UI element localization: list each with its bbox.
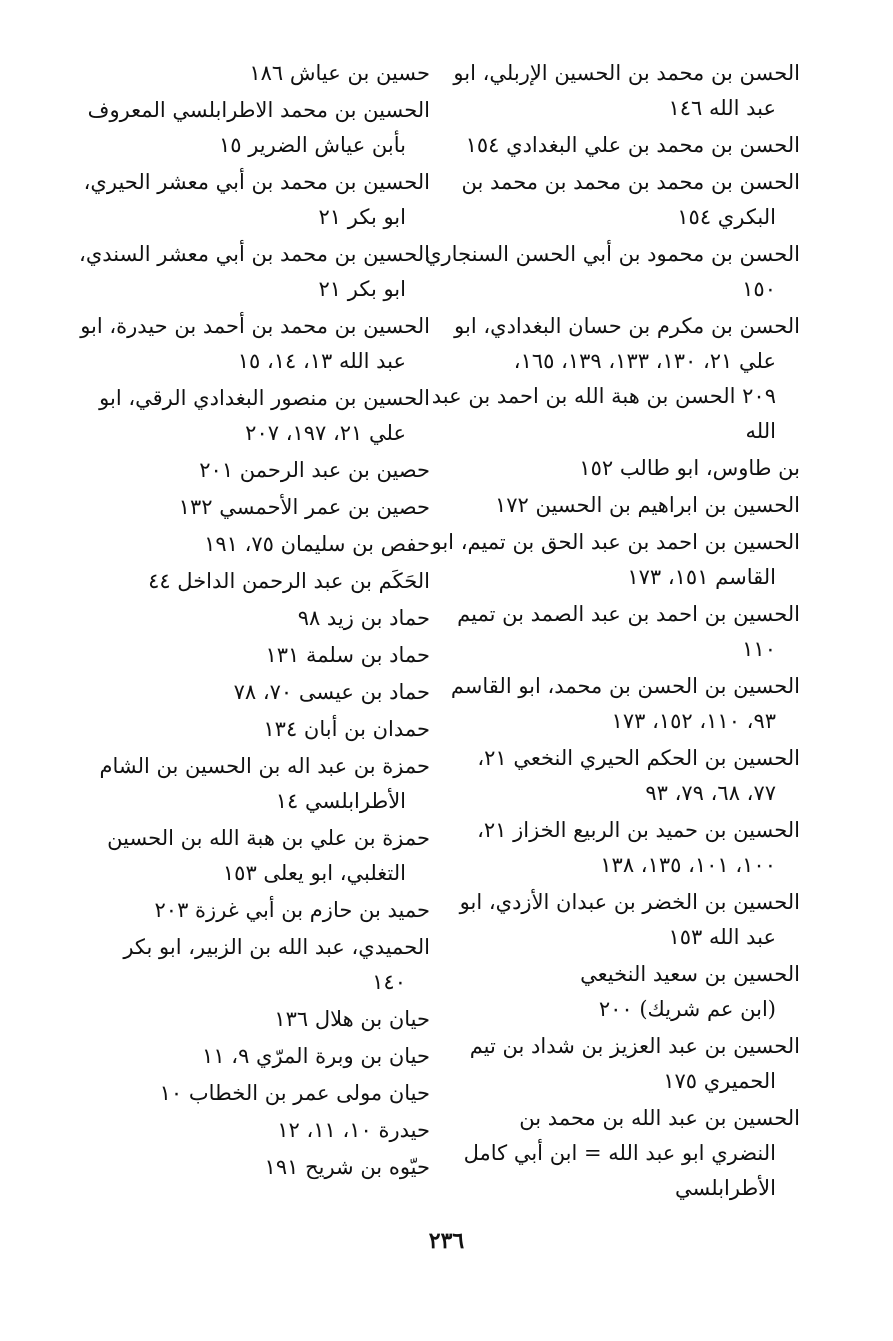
index-entry [478, 813, 800, 883]
index-entry-line: الحسين بن احمد بن عبد الصمد بن تميم [457, 602, 800, 626]
index-entry [478, 488, 800, 523]
index-entry-line: حيان مولى عمر بن الخطاب ١٠ [159, 1081, 430, 1105]
index-entry-line: الحميدي، عبد الله بن الزبير، ابو بكر [123, 935, 430, 959]
index-entry-line: حماد بن عيسى ٧٠، ٧٨ [233, 680, 430, 704]
index-entry-continuation: النضري ابو عبد الله = ابن أبي كامل [463, 1141, 776, 1165]
index-entry-line: حصين بن عمر الأحمسي ١٣٢ [178, 495, 430, 519]
index-entry [478, 741, 800, 811]
index-entry [108, 638, 430, 673]
index-entry-continuation: ٢٠٩ الحسن بن هبة الله بن احمد بن عبد [431, 384, 776, 408]
index-entry [478, 451, 800, 486]
index-entry [457, 597, 800, 667]
index-entry-line: حمزة بن علي بن هبة الله بن الحسين [107, 826, 430, 850]
index-entry-line: حيان بن هلال ١٣٦ [274, 1007, 430, 1031]
index-entry-line: الحسن بن محمد بن الحسين الإربلي، ابو [453, 61, 800, 85]
index-entry-continuation: علي ٢١، ١٩٧، ٢٠٧ [245, 421, 406, 445]
index-entry [108, 930, 430, 1000]
index-entry [431, 525, 800, 595]
index-entry [108, 1150, 430, 1185]
index-entry-line: الحسين بن محمد بن أبي معشر الحيري، [83, 170, 430, 194]
index-entry [99, 381, 430, 451]
index-entry-line: الحسين بن احمد بن عبد الحق بن تميم، ابو [431, 530, 800, 554]
index-entry-line: حماد بن سلمة ١٣١ [265, 643, 430, 667]
index-entry-continuation: بأبن عياش الضرير ١٥ [218, 133, 406, 157]
index-entry-line: الحسن بن محمود بن أبي الحسن السنجاري [425, 242, 800, 266]
index-column-left [79, 56, 430, 1187]
index-entry-continuation: الحميري ١٧٥ [663, 1069, 776, 1093]
index-entry-continuation: عبد الله ١٤٦ [668, 96, 776, 120]
index-entry [108, 453, 430, 488]
index-entry-line: الحسين بن الحسن بن محمد، ابو القاسم [450, 674, 800, 698]
index-entry-continuation: ١٠٠، ١٠١، ١٣٥، ١٣٨ [600, 853, 776, 877]
index-entry-continuation: عبد الله ١٥٣ [668, 925, 776, 949]
index-entry [108, 1039, 430, 1074]
index-entry-line: الحسين بن سعيد النخيعي [580, 962, 800, 986]
index-entry-continuation: القاسم ١٥١، ١٧٣ [627, 565, 776, 589]
index-entry [431, 309, 800, 449]
index-entry [108, 527, 430, 562]
index-entry-line: الحسين بن منصور البغدادي الرقي، ابو [99, 386, 430, 410]
index-entry-line: حمدان بن أبان ١٣٤ [263, 717, 430, 741]
index-entry-line: الحسين بن محمد بن أحمد بن حيدرة، ابو [80, 314, 430, 338]
index-entry-line: حميد بن حازم بن أبي غرزة ٢٠٣ [154, 898, 430, 922]
index-entry [108, 601, 430, 636]
index-entry [469, 1029, 800, 1099]
index-entry-continuation: الأطرابلسي [675, 1176, 776, 1200]
index-entry [79, 237, 430, 307]
index-entry [87, 93, 430, 163]
index-entry [108, 1113, 430, 1148]
index-entry-line: حسين بن عياش ١٨٦ [249, 61, 430, 85]
index-entry [108, 490, 430, 525]
index-entry-line: حيّوه بن شريح ١٩١ [264, 1155, 430, 1179]
index-entry-line: الحسين بن الحكم الحيري النخعي ٢١، [477, 746, 800, 770]
index-entry [461, 165, 800, 235]
index-entry [425, 237, 800, 307]
index-entry [108, 56, 430, 91]
index-entry-line: حفص بن سليمان ٧٥، ١٩١ [204, 532, 430, 556]
index-entry [83, 165, 430, 235]
index-entry [80, 309, 430, 379]
index-entry [99, 749, 430, 819]
index-entry-line: الحسين بن ابراهيم بن الحسين ١٧٢ [494, 493, 800, 517]
index-entry [108, 893, 430, 928]
index-entry-line: الحَكَم بن عبد الرحمن الداخل ٤٤ [148, 569, 430, 593]
index-entry-continuation: عبد الله ١٣، ١٤، ١٥ [237, 349, 406, 373]
index-entry-line: حمزة بن عبد اله بن الحسين بن الشام [99, 754, 430, 778]
index-entry-continuation: ١١٠ [742, 637, 776, 661]
index-entry [108, 675, 430, 710]
index-entry-line: الحسين بن حميد بن الربيع الخزاز ٢١، [477, 818, 800, 842]
index-column-right [425, 56, 800, 1208]
index-entry-line: حماد بن زيد ٩٨ [297, 606, 430, 630]
index-entry-continuation: الله [745, 419, 776, 443]
index-entry-continuation: ابو بكر ٢١ [318, 277, 406, 301]
index-entry-line: الحسين بن عبد العزيز بن شداد بن تيم [469, 1034, 800, 1058]
index-entry-line: الحسين بن محمد بن أبي معشر السندي، [79, 242, 430, 266]
index-entry-line: بن طاوس، ابو طالب ١٥٢ [579, 456, 800, 480]
index-entry-continuation: ابو بكر ٢١ [318, 205, 406, 229]
index-entry [108, 712, 430, 747]
index-entry-continuation: ٧٧، ٦٨، ٧٩، ٩٣ [645, 781, 776, 805]
index-entry [453, 56, 800, 126]
index-entry-line: حيان بن وبرة المرّي ٩، ١١ [202, 1044, 430, 1068]
index-entry [478, 957, 800, 1027]
index-entry-line: الحسين بن محمد الاطرابلسي المعروف [87, 98, 430, 122]
index-entry [108, 1002, 430, 1037]
index-entry-continuation: (ابن عم شريك) ٢٠٠ [598, 997, 776, 1021]
index-entry [465, 128, 800, 163]
index-entry [108, 1076, 430, 1111]
index-entry-continuation: ١٤٠ [372, 970, 406, 994]
index-entry [108, 564, 430, 599]
index-entry-continuation: ٩٣، ١١٠، ١٥٢، ١٧٣ [611, 709, 776, 733]
index-entry [108, 821, 430, 891]
index-entry-line: الحسين بن الخضر بن عبدان الأزدي، ابو [459, 890, 800, 914]
index-entry-line: حصين بن عبد الرحمن ٢٠١ [199, 458, 430, 482]
index-entry-line: حيدرة ١٠، ١١، ١٢ [277, 1118, 430, 1142]
index-entry-continuation: ١٥٠ [742, 277, 776, 301]
index-entry-line: الحسين بن عبد الله بن محمد بن [519, 1106, 800, 1130]
index-entry-continuation: البكري ١٥٤ [677, 205, 776, 229]
index-entry [450, 669, 800, 739]
page-number: ٢٣٦ [428, 1228, 465, 1254]
index-entry-continuation: الأطرابلسي ١٤ [275, 789, 406, 813]
index-entry-continuation: علي ٢١، ١٣٠، ١٣٣، ١٣٩، ١٦٥، [513, 349, 776, 373]
index-entry [463, 1101, 800, 1206]
index-entry-line: الحسن بن محمد بن علي البغدادي ١٥٤ [465, 133, 800, 157]
index-entry [459, 885, 800, 955]
index-entry-line: الحسن بن مكرم بن حسان البغدادي، ابو [454, 314, 800, 338]
index-entry-line: الحسن بن محمد بن محمد بن محمد بن [461, 170, 800, 194]
index-entry-continuation: التغلبي، ابو يعلى ١٥٣ [222, 861, 406, 885]
